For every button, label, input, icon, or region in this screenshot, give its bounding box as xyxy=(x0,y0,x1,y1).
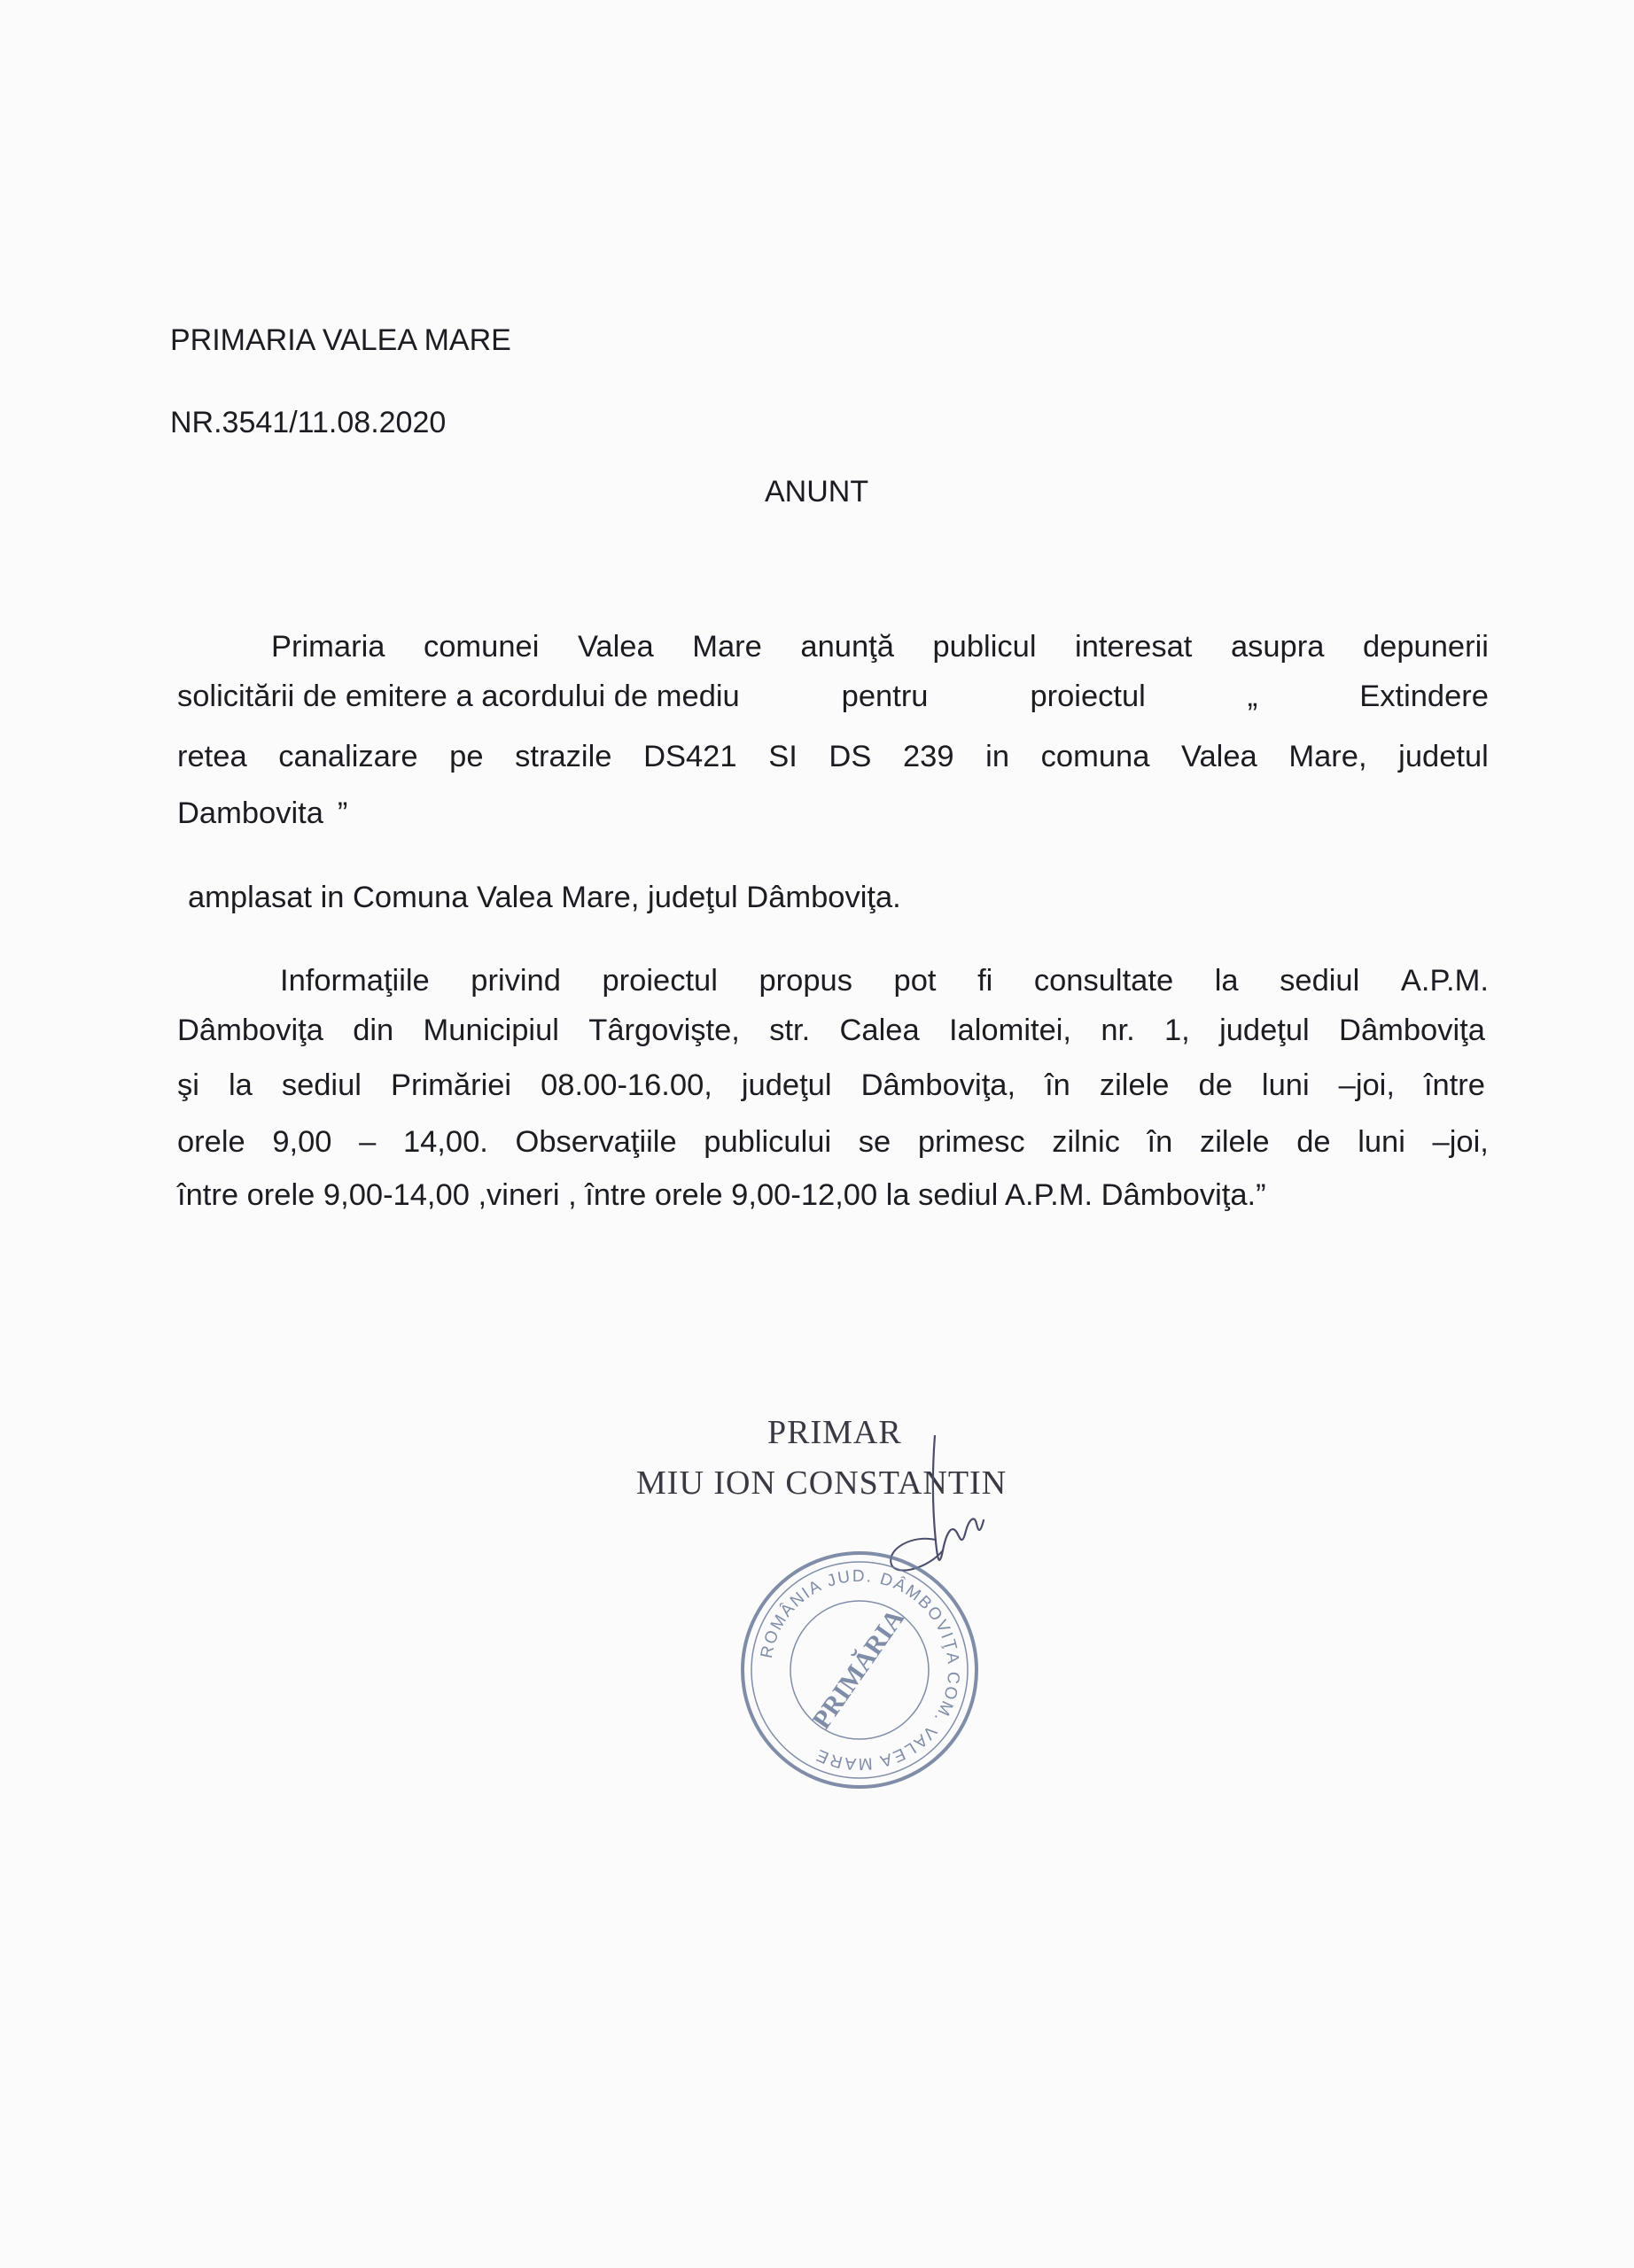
word: Mare xyxy=(692,630,762,664)
paragraph-line: între orele 9,00-14,00 ,vineri , între orele 9,00-12,00 la sediul A.P.M. Dâmboviţa.” xyxy=(177,1178,1266,1212)
word: comunei xyxy=(424,630,540,664)
word: strazile xyxy=(515,740,612,773)
word: pot xyxy=(893,964,937,998)
institution-name: PRIMARIA VALEA MARE xyxy=(170,323,511,357)
word: judetul xyxy=(1398,740,1489,773)
word: retea xyxy=(177,740,247,773)
word: 1, xyxy=(1163,1014,1190,1047)
word: Informaţiile xyxy=(280,964,430,998)
word: orele xyxy=(177,1125,245,1159)
word: canalizare xyxy=(278,740,418,773)
official-stamp xyxy=(735,1546,984,1794)
word: DS xyxy=(829,740,872,773)
word: Primăriei xyxy=(390,1068,512,1102)
word: SI xyxy=(768,740,798,773)
paragraph-line xyxy=(177,1124,1489,1160)
document-title: ANUNT xyxy=(765,475,869,509)
word: Ialomitei, xyxy=(948,1014,1072,1047)
word: zilele xyxy=(1099,1068,1170,1102)
word: din xyxy=(353,1014,394,1047)
word: 9,00 xyxy=(272,1125,332,1159)
word: sediul xyxy=(281,1068,362,1102)
word: în xyxy=(1045,1068,1070,1102)
word: în xyxy=(1147,1125,1173,1159)
word: propus xyxy=(759,964,852,998)
word: in xyxy=(985,740,1010,773)
word: primesc xyxy=(917,1125,1025,1159)
stamp-outer-text: ROMÂNIA JUD. DÂMBOVIŢA COM. VALEA MARE xyxy=(757,1566,963,1774)
word: se xyxy=(858,1125,891,1159)
stamp-center-text: PRIMĂRIA xyxy=(806,1604,911,1735)
word: luni xyxy=(1358,1125,1405,1159)
paragraph-line xyxy=(177,1068,1485,1103)
word: A.P.M. xyxy=(1400,964,1489,998)
word: de xyxy=(1198,1068,1233,1102)
paragraph-line: amplasat in Comuna Valea Mare, judeţul Dâmboviţa. xyxy=(188,881,901,914)
word: DS421 xyxy=(643,740,737,773)
paragraph-line xyxy=(177,1013,1485,1048)
word: 239 xyxy=(902,740,954,773)
word: Municipiul xyxy=(423,1014,559,1047)
word: Dâmboviţa, xyxy=(860,1068,1016,1102)
word: 08.00-16.00, xyxy=(541,1068,712,1102)
word: sediul xyxy=(1280,964,1360,998)
word: Primaria xyxy=(271,630,385,664)
word: Valea xyxy=(1181,740,1257,773)
word: nr. xyxy=(1101,1014,1135,1047)
word: la xyxy=(1214,964,1239,998)
word: pentru xyxy=(841,680,929,713)
word: zilele xyxy=(1199,1125,1270,1159)
word: Calea xyxy=(839,1014,920,1047)
word: str. xyxy=(769,1014,811,1047)
paragraph-line xyxy=(177,739,1489,774)
paragraph-line: Dambovita ” xyxy=(177,796,348,830)
paragraph-line xyxy=(177,679,1489,714)
signatory-name: MIU ION CONSTANTIN xyxy=(636,1464,1008,1502)
word: Dâmboviţa xyxy=(1339,1014,1485,1047)
word: publicul xyxy=(932,630,1037,664)
word: Observaţiile xyxy=(515,1125,677,1159)
paragraph-line xyxy=(271,629,1489,664)
word: comuna xyxy=(1040,740,1150,773)
word: fi xyxy=(977,964,993,998)
word: proiectul xyxy=(602,964,718,998)
word: proiectul xyxy=(1030,680,1146,713)
word: judeţul xyxy=(1219,1014,1310,1047)
word: Extindere xyxy=(1359,680,1489,713)
word: –joi, xyxy=(1432,1125,1489,1159)
word: interesat xyxy=(1075,630,1193,664)
word: Târgovişte, xyxy=(588,1014,740,1047)
word: Dâmboviţa xyxy=(177,1014,323,1047)
word: între xyxy=(1423,1068,1485,1102)
word: consultate xyxy=(1033,964,1174,998)
word: zilnic xyxy=(1052,1125,1120,1159)
word: Valea xyxy=(577,630,654,664)
word: de xyxy=(1296,1125,1331,1159)
word: – xyxy=(359,1125,377,1159)
word: –joi, xyxy=(1338,1068,1395,1102)
word: depunerii xyxy=(1363,630,1489,664)
word: privind xyxy=(471,964,561,998)
word: 14,00. xyxy=(402,1125,488,1159)
word: judeţul xyxy=(741,1068,832,1102)
word: „ xyxy=(1247,680,1258,713)
word: luni xyxy=(1261,1068,1310,1102)
registration-number: NR.3541/11.08.2020 xyxy=(170,406,447,439)
paragraph-line xyxy=(280,963,1489,998)
word: publicului xyxy=(704,1125,832,1159)
word: solicitării de emitere a acordului de mediu xyxy=(177,680,740,713)
word: pe xyxy=(449,740,484,773)
signatory-role: PRIMAR xyxy=(767,1414,902,1451)
word: Mare, xyxy=(1288,740,1367,773)
word: asupra xyxy=(1230,630,1325,664)
word: anunţă xyxy=(800,630,894,664)
word: şi xyxy=(177,1068,199,1102)
word: la xyxy=(228,1068,253,1102)
